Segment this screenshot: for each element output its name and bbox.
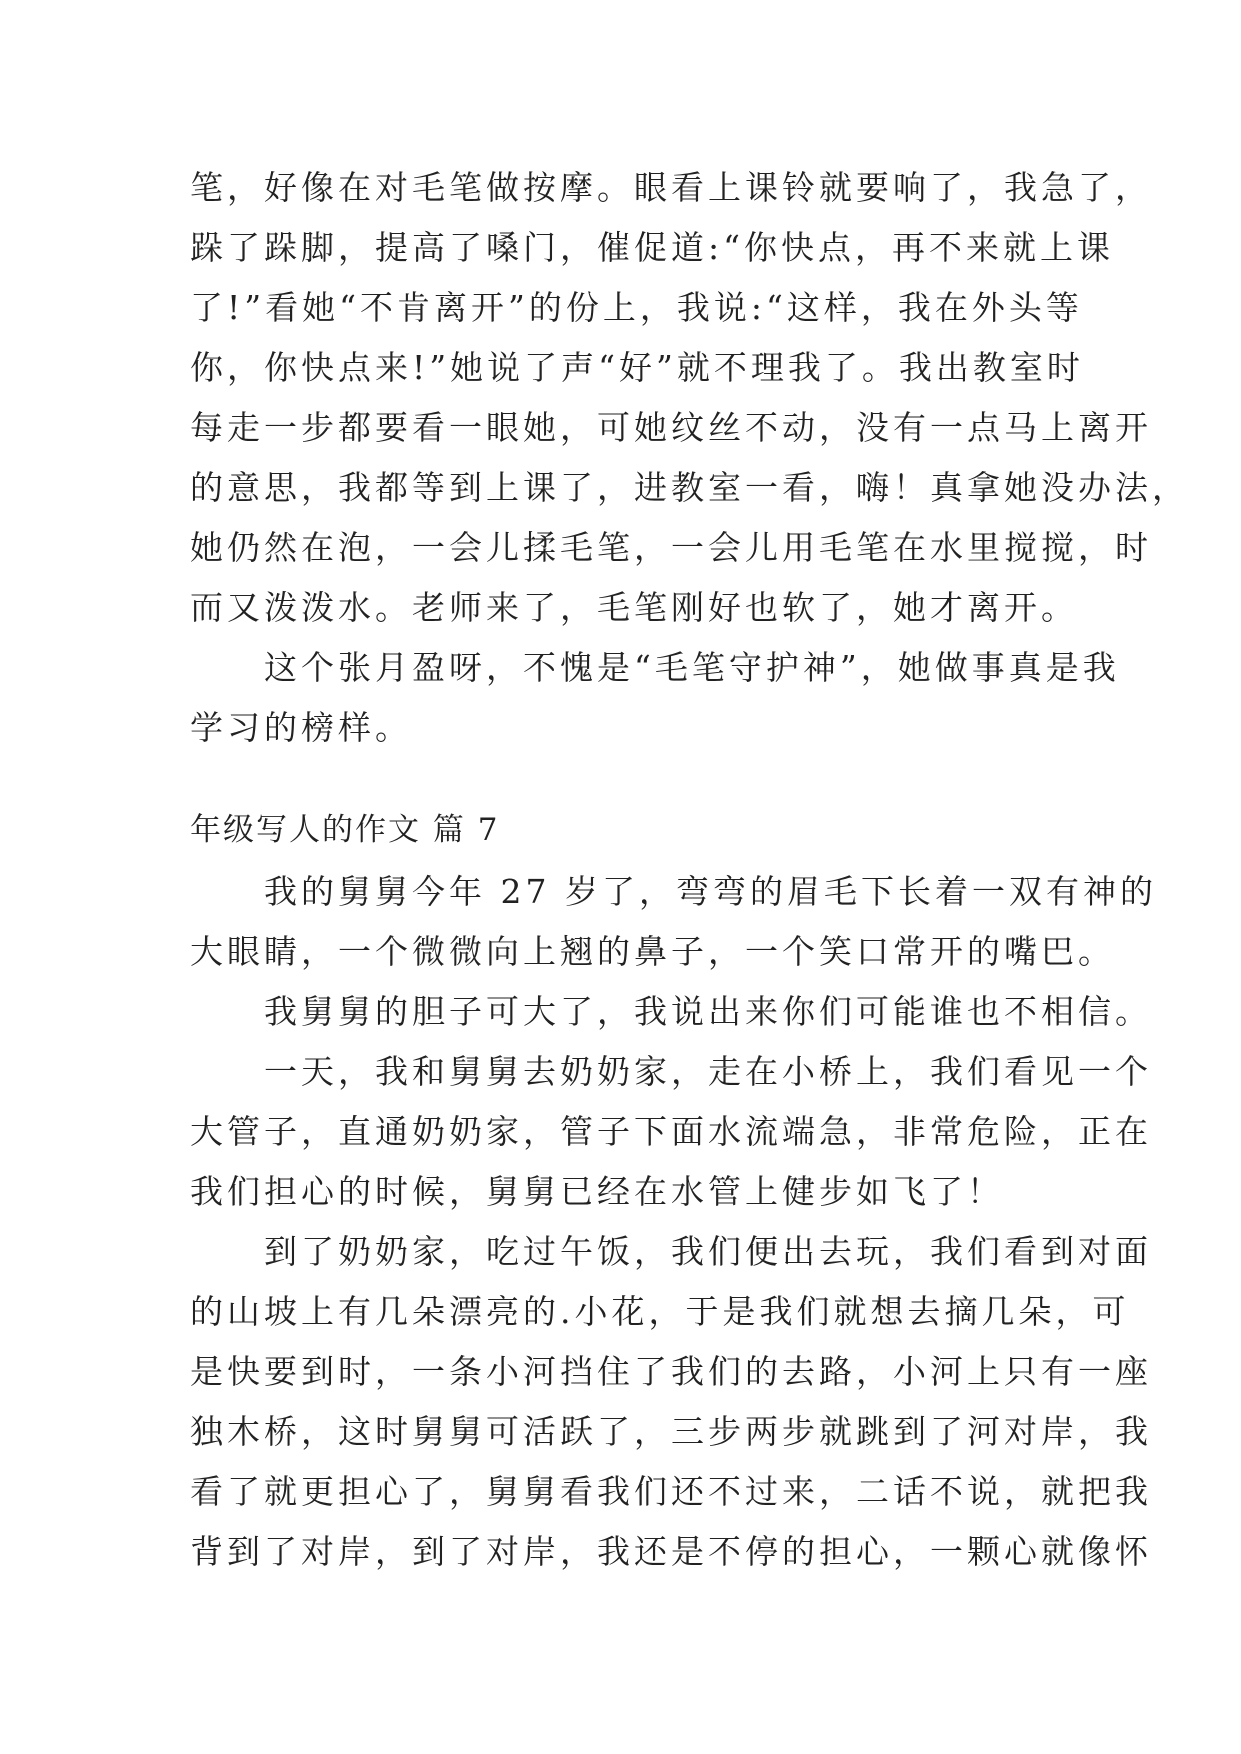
text-line: 背到了对岸，到了对岸，我还是不停的担心，一颗心就像怀 (190, 1532, 1152, 1571)
text-line: 一天，我和舅舅去奶奶家，走在小桥上，我们看见一个 (190, 1052, 1152, 1091)
text-line: 笔，好像在对毛笔做按摩。眼看上课铃就要响了，我急了， (190, 168, 1152, 207)
text-line: 这个张月盈呀，不愧是“毛笔守护神”，她做事真是我 (190, 648, 1120, 687)
text-line: 独木桥，这时舅舅可活跃了，三步两步就跳到了河对岸，我 (190, 1412, 1152, 1451)
text-line: 你，你快点来!”她说了声“好”就不理我了。我出教室时 (190, 348, 1084, 387)
text-line: 我舅舅的胆子可大了，我说出来你们可能谁也不相信。 (190, 992, 1152, 1031)
text-line: 看了就更担心了，舅舅看我们还不过来，二话不说，就把我 (190, 1472, 1152, 1511)
text-line: 大眼睛，一个微微向上翘的鼻子，一个笑口常开的嘴巴。 (190, 932, 1115, 971)
text-line: 我的舅舅今年 27 岁了，弯弯的眉毛下长着一双有神的 (190, 872, 1157, 911)
text-line: 跺了跺脚，提高了嗓门，催促道:“你快点，再不来就上课 (190, 228, 1114, 267)
text-line: 而又泼泼水。老师来了，毛笔刚好也软了，她才离开。 (190, 588, 1078, 627)
text-line: 的意思，我都等到上课了，进教室一看，嗨！真拿她没办法， (190, 468, 1189, 507)
section-heading: 年级写人的作文 篇 7 (190, 812, 500, 848)
text-line: 的山坡上有几朵漂亮的.小花，于是我们就想去摘几朵，可 (190, 1292, 1130, 1331)
text-line: 学习的榜样。 (190, 708, 412, 747)
text-line: 她仍然在泡，一会儿揉毛笔，一会儿用毛笔在水里搅搅，时 (190, 528, 1152, 567)
text-line: 到了奶奶家，吃过午饭，我们便出去玩，我们看到对面 (190, 1232, 1152, 1271)
text-line: 了!”看她“不肯离开”的份上，我说:“这样，我在外头等 (190, 288, 1083, 327)
text-line: 每走一步都要看一眼她，可她纹丝不动，没有一点马上离开 (190, 408, 1152, 447)
text-line: 是快要到时，一条小河挡住了我们的去路，小河上只有一座 (190, 1352, 1152, 1391)
text-line: 我们担心的时候，舅舅已经在水管上健步如飞了！ (190, 1172, 1004, 1211)
text-line: 大管子，直通奶奶家，管子下面水流端急，非常危险，正在 (190, 1112, 1152, 1151)
